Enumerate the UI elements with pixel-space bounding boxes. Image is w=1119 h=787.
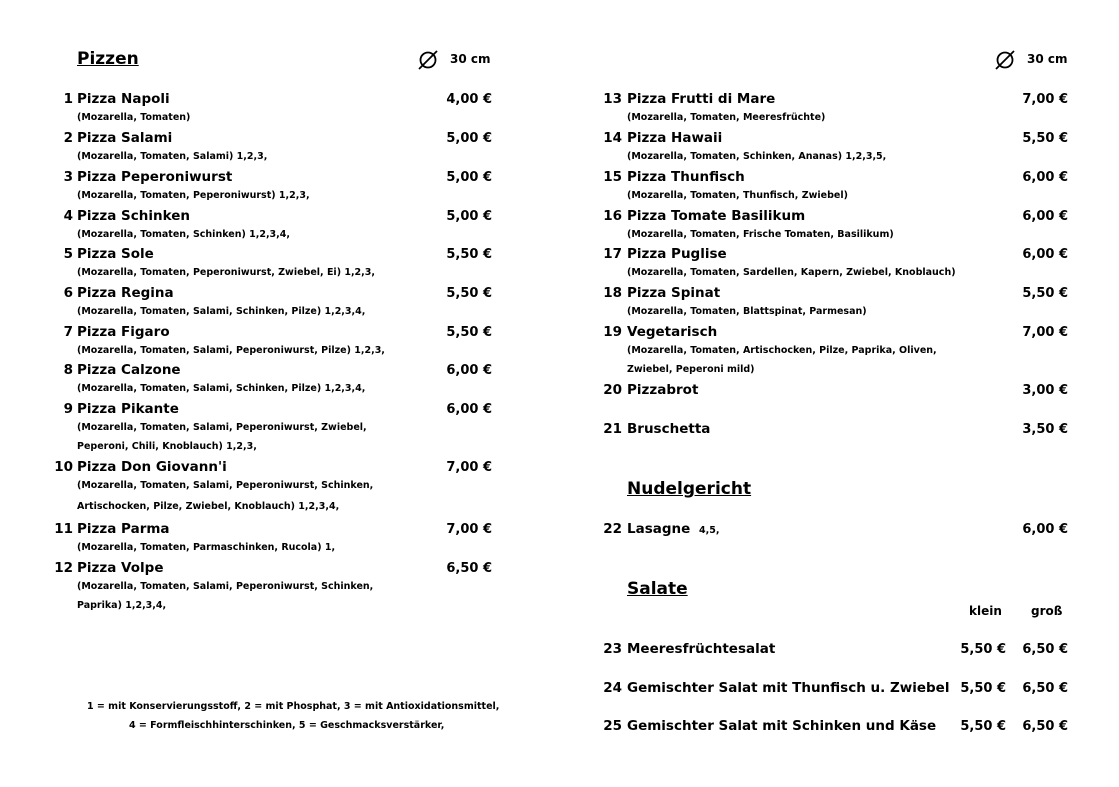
item-number: 18: [603, 285, 622, 301]
item-price: 4,00 €: [446, 92, 492, 107]
item-price: 7,00 €: [1022, 325, 1068, 340]
item-name: Pizza Puglise: [627, 246, 727, 262]
item-price: 6,00 €: [1022, 522, 1068, 537]
item-price: 3,00 €: [1022, 383, 1068, 398]
item-number: 1: [63, 91, 73, 107]
footnote-line-1: 1 = mit Konservierungsstoff, 2 = mit Phosphat, 3 = mit Antioxidationsmittel,: [87, 701, 500, 712]
item-price: 3,50 €: [1022, 422, 1068, 437]
pizzen-heading: Pizzen: [77, 49, 139, 69]
item-description: (Mozarella, Tomaten, Salami, Peperoniwurst, Schinken,: [77, 480, 374, 491]
item-name: Gemischter Salat mit Thunfisch u. Zwiebel: [627, 680, 950, 696]
diameter-icon: [418, 50, 438, 70]
item-price: 6,00 €: [1022, 170, 1068, 185]
item-price: 5,00 €: [446, 170, 492, 185]
footnote-line-2: 4 = Formfleischhinterschinken, 5 = Geschmacksverstärker,: [129, 720, 445, 731]
item-price: 6,00 €: [1022, 247, 1068, 262]
item-description: (Mozarella, Tomaten, Artischocken, Pilze, Paprika, Oliven,: [627, 345, 937, 356]
item-price: 7,00 €: [446, 522, 492, 537]
col-gross: groß: [1031, 604, 1063, 618]
item-number: 14: [603, 130, 622, 146]
item-number: 22: [603, 521, 622, 537]
price-small: 5,50 €: [960, 681, 1006, 696]
item-price: 6,00 €: [1022, 209, 1068, 224]
item-name: Pizza Frutti di Mare: [627, 91, 776, 107]
item-name: Gemischter Salat mit Schinken und Käse: [627, 718, 937, 734]
item-number: 7: [63, 324, 73, 340]
item-price: 6,00 €: [446, 363, 492, 378]
item-name: Pizza Hawaii: [627, 130, 723, 146]
item-description: Peperoni, Chili, Knoblauch) 1,2,3,: [77, 441, 257, 452]
item-price: 5,50 €: [446, 247, 492, 262]
item-number: 5: [63, 246, 73, 262]
item-price: 5,00 €: [446, 209, 492, 224]
item-name: Pizza Figaro: [77, 324, 170, 340]
item-description: (Mozarella, Tomaten, Salami, Schinken, Pilze) 1,2,3,4,: [77, 383, 366, 394]
item-name: Meeresfrüchtesalat: [627, 641, 776, 657]
item-name: Pizza Parma: [77, 521, 170, 537]
item-number: 11: [54, 521, 73, 537]
item-number: 23: [603, 641, 622, 657]
item-price: 5,50 €: [446, 325, 492, 340]
item-description: Zwiebel, Peperoni mild): [627, 364, 755, 375]
item-number: 4: [63, 208, 73, 224]
item-number: 10: [54, 459, 73, 475]
item-name: Pizza Calzone: [77, 362, 181, 378]
item-description: (Mozarella, Tomaten, Sardellen, Kapern, Zwiebel, Knoblauch): [627, 267, 956, 278]
item-price: 6,00 €: [446, 402, 492, 417]
item-name: Pizza Regina: [77, 285, 174, 301]
price-large: 6,50 €: [1022, 642, 1068, 657]
item-number: 8: [63, 362, 73, 378]
price-small: 5,50 €: [960, 642, 1006, 657]
price-small: 5,50 €: [960, 719, 1006, 734]
item-name: Pizza Volpe: [77, 560, 164, 576]
item-number: 6: [63, 285, 73, 301]
item-description: (Mozarella, Tomaten, Salami, Peperoniwurst, Zwiebel,: [77, 422, 367, 433]
item-description: (Mozarella, Tomaten, Schinken, Ananas) 1,2,3,5,: [627, 151, 887, 162]
item-price: 5,50 €: [1022, 286, 1068, 301]
item-price: 7,00 €: [446, 460, 492, 475]
nudel-heading: Nudelgericht: [627, 479, 752, 499]
item-description: (Mozarella, Tomaten, Peperoniwurst, Zwiebel, Ei) 1,2,3,: [77, 267, 375, 278]
item-name: Pizza Salami: [77, 130, 173, 146]
item-number: 3: [63, 169, 73, 185]
item-name: Bruschetta: [627, 421, 711, 437]
item-description: (Mozarella, Tomaten, Salami, Peperoniwurst, Schinken,: [77, 581, 374, 592]
price-large: 6,50 €: [1022, 719, 1068, 734]
item-description: (Mozarella, Tomaten, Thunfisch, Zwiebel): [627, 190, 848, 201]
item-name: Pizza Tomate Basilikum: [627, 208, 806, 224]
item-number: 15: [603, 169, 622, 185]
item-number: 21: [603, 421, 622, 437]
item-description: (Mozarella, Tomaten, Salami, Schinken, Pilze) 1,2,3,4,: [77, 306, 366, 317]
item-number: 25: [603, 718, 622, 734]
item-description: (Mozarella, Tomaten, Salami) 1,2,3,: [77, 151, 268, 162]
item-number: 2: [63, 130, 73, 146]
item-number: 12: [54, 560, 73, 576]
item-price: 5,50 €: [446, 286, 492, 301]
item-name: Pizza Napoli: [77, 91, 170, 107]
item-description: (Mozarella, Tomaten, Schinken) 1,2,3,4,: [77, 229, 290, 240]
item-description: (Mozarella, Tomaten, Frische Tomaten, Basilikum): [627, 229, 894, 240]
item-number: 16: [603, 208, 622, 224]
item-name: Pizza Spinat: [627, 285, 721, 301]
item-name: Pizzabrot: [627, 382, 699, 398]
item-number: 17: [603, 246, 622, 262]
item-description: Paprika) 1,2,3,4,: [77, 600, 167, 611]
item-price: 7,00 €: [1022, 92, 1068, 107]
item-price: 6,50 €: [446, 561, 492, 576]
item-name: Pizza Pikante: [77, 401, 179, 417]
item-name: Pizza Schinken: [77, 208, 191, 224]
item-name: Pizza Thunfisch: [627, 169, 745, 185]
item-number: 9: [63, 401, 73, 417]
item-number: 20: [603, 382, 622, 398]
item-name: Pizza Peperoniwurst: [77, 169, 233, 185]
item-name: Pizza Sole: [77, 246, 154, 262]
additive-codes: 4,5,: [699, 525, 720, 536]
item-description: (Mozarella, Tomaten, Blattspinat, Parmesan): [627, 306, 867, 317]
item-name-text: Lasagne: [627, 521, 691, 537]
size-label: 30 cm: [1027, 52, 1068, 66]
item-number: 19: [603, 324, 622, 340]
item-name: [627, 521, 719, 537]
item-price: 5,00 €: [446, 131, 492, 146]
size-label: 30 cm: [450, 52, 491, 66]
item-description: (Mozarella, Tomaten, Peperoniwurst) 1,2,3,: [77, 190, 310, 201]
item-description: (Mozarella, Tomaten, Salami, Peperoniwurst, Pilze) 1,2,3,: [77, 345, 385, 356]
item-description: (Mozarella, Tomaten, Parmaschinken, Rucola) 1,: [77, 542, 336, 553]
item-description: Artischocken, Pilze, Zwiebel, Knoblauch) 1,2,3,4,: [77, 501, 340, 512]
price-large: 6,50 €: [1022, 681, 1068, 696]
item-name: Vegetarisch: [627, 324, 718, 340]
item-name: Pizza Don Giovann'i: [77, 459, 227, 475]
col-klein: klein: [969, 604, 1002, 618]
item-number: 24: [603, 680, 622, 696]
item-number: 13: [603, 91, 622, 107]
item-description: (Mozarella, Tomaten, Meeresfrüchte): [627, 112, 826, 123]
item-price: 5,50 €: [1022, 131, 1068, 146]
salate-heading: Salate: [627, 579, 688, 599]
item-description: (Mozarella, Tomaten): [77, 112, 191, 123]
diameter-icon: [995, 50, 1015, 70]
